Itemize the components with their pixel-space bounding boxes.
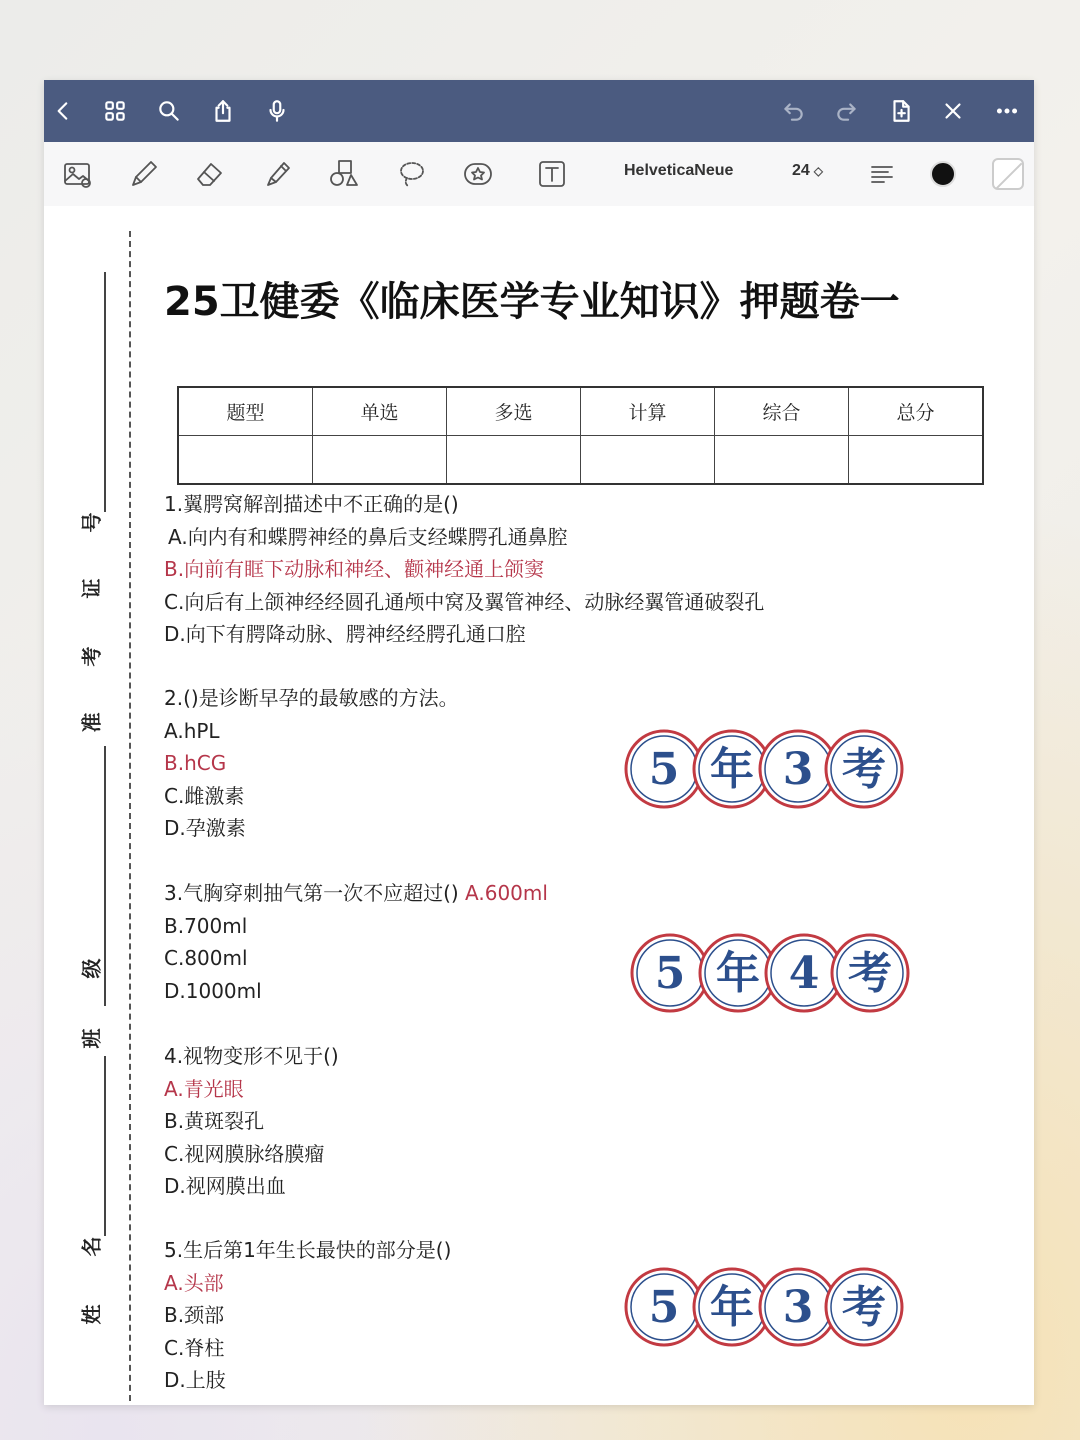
option: C.脊柱: [164, 1335, 225, 1360]
stepper-arrows-icon: ◇: [813, 164, 824, 178]
question-stem: 2.()是诊断早孕的最敏感的方法。: [164, 686, 459, 710]
table-cell[interactable]: [849, 436, 984, 485]
close-icon[interactable]: [934, 92, 972, 130]
option-correct: A.头部: [164, 1270, 224, 1295]
more-icon[interactable]: [988, 92, 1026, 130]
back-icon[interactable]: [44, 92, 82, 130]
sticker-icon[interactable]: [456, 152, 500, 196]
question-stem: 1.翼腭窝解剖描述中不正确的是(): [164, 492, 459, 516]
option: D.视网膜出血: [164, 1174, 286, 1198]
stamp-disc: [826, 731, 902, 807]
table-cell[interactable]: [447, 436, 581, 485]
share-icon[interactable]: [204, 92, 242, 130]
question-stem: 3.气胸穿刺抽气第一次不应超过(): [164, 881, 466, 905]
text-icon[interactable]: [530, 152, 574, 196]
tool-bar: [44, 142, 1034, 207]
no-fill-swatch[interactable]: [992, 158, 1024, 190]
side-field-line: [104, 1056, 106, 1236]
lasso-icon[interactable]: [390, 152, 434, 196]
table-header: 多选: [447, 387, 581, 436]
option: D.向下有腭降动脉、腭神经经腭孔通口腔: [164, 622, 526, 646]
question-stem-row: [164, 877, 548, 910]
binding-line: [129, 231, 131, 1405]
shapes-icon[interactable]: [322, 152, 366, 196]
option: C.视网膜脉络膜瘤: [164, 1141, 325, 1166]
option: D.1000ml: [164, 978, 262, 1003]
side-label: 号: [79, 512, 104, 533]
table-row: [178, 436, 983, 485]
mic-icon[interactable]: [258, 92, 296, 130]
page-title: 25卫健委《临床医学专业知识》押题卷一: [164, 279, 900, 325]
table-header: 单选: [313, 387, 447, 436]
side-label: 班: [79, 1028, 104, 1049]
pen-icon[interactable]: [122, 152, 166, 196]
table-cell[interactable]: [178, 436, 313, 485]
redo-icon[interactable]: [828, 92, 866, 130]
question-1: [164, 488, 764, 651]
inline-answer: A.600ml: [465, 881, 548, 905]
stamp-char: 3: [782, 744, 814, 795]
font-size-value: 24: [792, 162, 810, 179]
option-correct: B.hCG: [164, 751, 227, 775]
font-size-selector[interactable]: [792, 162, 823, 180]
option: B.黄斑裂孔: [164, 1109, 265, 1133]
side-label: 级: [79, 958, 104, 979]
add-page-icon[interactable]: [882, 92, 920, 130]
color-picker[interactable]: [930, 161, 956, 187]
title-bar: [44, 80, 1034, 142]
option: D.孕激素: [164, 816, 246, 840]
app-window: [44, 80, 1034, 1405]
question-5: [164, 1234, 451, 1397]
stamp-char: 考: [842, 1282, 886, 1333]
table-cell[interactable]: [581, 436, 715, 485]
table-header: 综合: [715, 387, 849, 436]
side-label: 考: [79, 646, 104, 667]
option: A.向内有和蝶腭神经的鼻后支经蝶腭孔通鼻腔: [168, 524, 568, 549]
stamp-badge: [622, 724, 912, 814]
option-correct: A.青光眼: [164, 1076, 244, 1101]
stamp-char: 考: [848, 948, 892, 999]
option: A.hPL: [164, 718, 220, 743]
stamp-disc: [626, 1269, 702, 1345]
align-icon[interactable]: [860, 152, 904, 196]
side-label: 名: [79, 1236, 104, 1257]
option: B.700ml: [164, 913, 248, 938]
side-label: 准: [79, 712, 104, 733]
question-4: [164, 1040, 339, 1203]
stamp-char: 4: [788, 948, 820, 999]
table-header-row: [178, 387, 983, 436]
stamp-char: 5: [648, 744, 680, 795]
stamp-char: 年: [710, 744, 754, 795]
stamp-char: 5: [654, 948, 686, 999]
option: B.颈部: [164, 1303, 225, 1327]
stamp-char: 年: [710, 1282, 754, 1333]
undo-icon[interactable]: [774, 92, 812, 130]
stamp-badge: [628, 928, 918, 1018]
stamp-char: 5: [648, 1282, 680, 1333]
option: D.上肢: [164, 1368, 226, 1392]
stamp-char: 3: [782, 1282, 814, 1333]
side-label: 姓: [79, 1304, 104, 1325]
option: C.800ml: [164, 946, 248, 970]
question-stem: 4.视物变形不见于(): [164, 1044, 339, 1068]
stamp-disc: [632, 935, 708, 1011]
question-2: [164, 682, 459, 845]
stamp-disc: [826, 1269, 902, 1345]
score-table: [177, 386, 984, 485]
stamp-badge: [622, 1262, 912, 1352]
side-field-line: [104, 272, 106, 512]
grid-icon[interactable]: [96, 92, 134, 130]
image-icon[interactable]: [56, 152, 100, 196]
option-correct: B.向前有眶下动脉和神经、颧神经通上颌窦: [164, 557, 545, 581]
table-header: 计算: [581, 387, 715, 436]
document-page[interactable]: [44, 206, 1034, 1405]
stamp-disc: [832, 935, 908, 1011]
option: C.雌激素: [164, 783, 245, 808]
stamp-char: 年: [716, 948, 760, 999]
stamp-disc: [626, 731, 702, 807]
search-icon[interactable]: [150, 92, 188, 130]
font-name-selector[interactable]: HelveticaNeue: [624, 162, 734, 179]
table-cell[interactable]: [313, 436, 447, 485]
question-stem: 5.生后第1年生长最快的部分是(): [164, 1238, 452, 1262]
eraser-icon[interactable]: [188, 152, 232, 196]
table-cell[interactable]: [715, 436, 849, 485]
stamp-char: 考: [842, 744, 886, 795]
question-3: [164, 877, 548, 1007]
table-header: 总分: [849, 387, 984, 436]
highlighter-icon[interactable]: [256, 152, 300, 196]
side-label: 证: [79, 578, 104, 599]
table-header: 题型: [178, 387, 313, 436]
option: C.向后有上颌神经经圆孔通颅中窝及翼管神经、动脉经翼管通破裂孔: [164, 589, 765, 614]
